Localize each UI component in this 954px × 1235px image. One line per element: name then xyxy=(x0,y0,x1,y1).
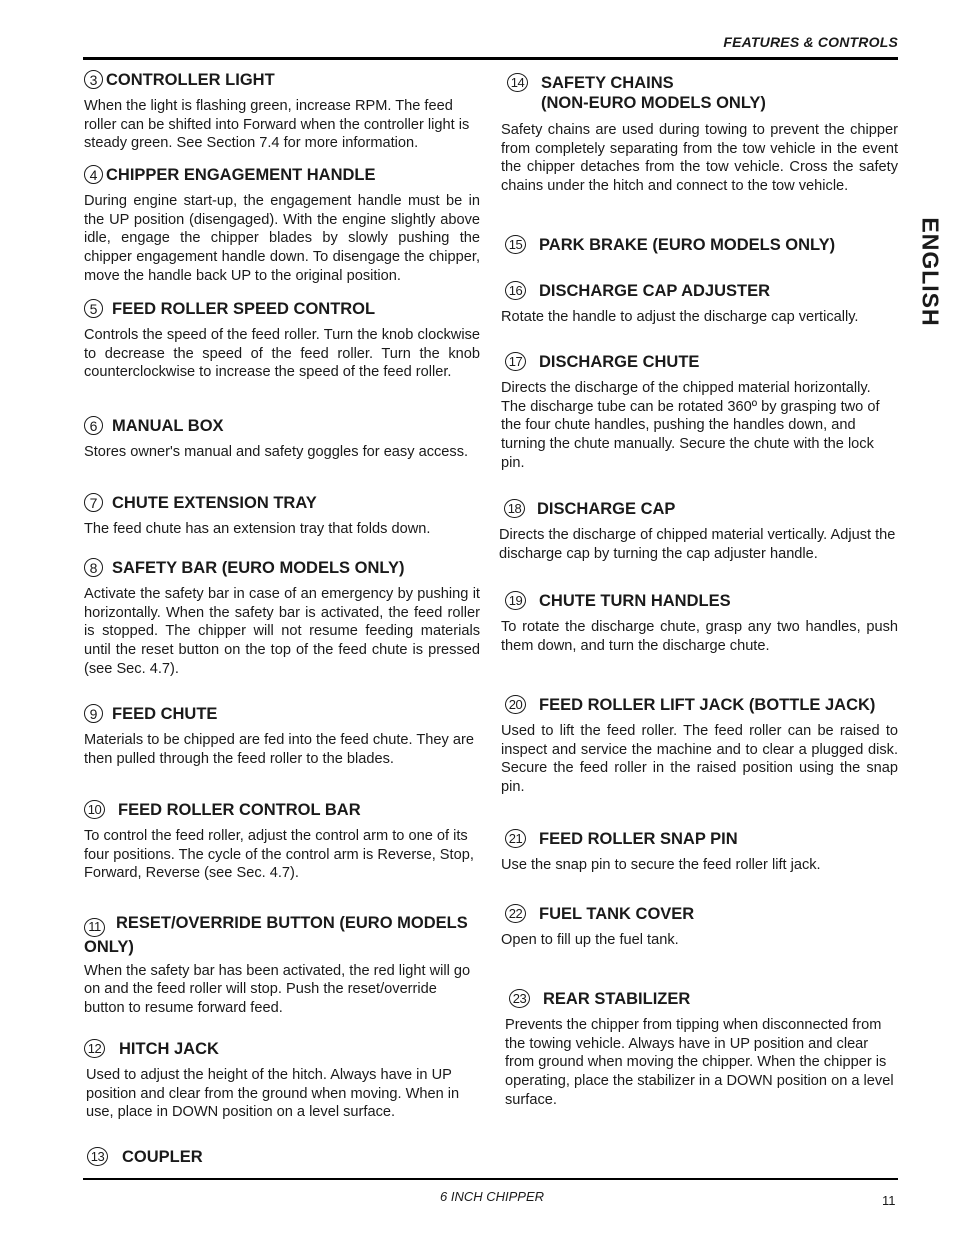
section-body: Rotate the handle to adjust the discharge cap vertically. xyxy=(501,309,859,325)
language-side-tab: ENGLISH xyxy=(917,217,944,327)
item-number-badge: 14 xyxy=(507,73,528,92)
section-title: FUEL TANK COVER xyxy=(539,905,695,923)
header-rule xyxy=(83,57,898,60)
section-controller-light xyxy=(84,70,480,153)
section-body: The feed chute has an extension tray that folds down. xyxy=(84,521,431,537)
section-heading xyxy=(84,800,480,820)
section-title: FEED ROLLER LIFT JACK (BOTTLE JACK) xyxy=(539,696,876,714)
section-chipper-engagement-handle xyxy=(84,165,480,286)
section-fuel-tank-cover xyxy=(501,904,898,950)
item-number-badge: 23 xyxy=(509,989,530,1008)
section-body: When the safety bar has been activated, the red light will go on and the feed roller will stop. Push the reset/override button to resume forward feed. xyxy=(84,962,471,1016)
section-heading xyxy=(84,299,480,319)
section-title: FEED ROLLER CONTROL BAR xyxy=(118,801,361,819)
section-heading xyxy=(84,416,480,436)
section-body: Prevents the chipper from tipping when disconnected from the towing vehicle. Always have in UP position and clear from ground when moving the chipper. When the chipper is operating, place the stabilizer in a DOWN position on a level surface. xyxy=(505,1017,894,1108)
section-body: Directs the discharge of chipped material vertically. Adjust the discharge cap by turning the cap adjuster handle. xyxy=(499,527,896,562)
item-number-badge: 11 xyxy=(84,918,105,937)
section-title: CONTROLLER LIGHT xyxy=(106,71,275,89)
section-manual-box xyxy=(84,416,480,462)
item-number-badge: 4 xyxy=(84,165,103,184)
section-heading xyxy=(84,165,480,185)
section-title: DISCHARGE CAP ADJUSTER xyxy=(539,282,771,300)
section-heading xyxy=(501,989,898,1009)
item-number-badge: 5 xyxy=(84,299,103,318)
section-heading xyxy=(501,499,898,519)
section-body: Use the snap pin to secure the feed roller lift jack. xyxy=(501,857,821,873)
section-heading xyxy=(501,904,898,924)
section-heading xyxy=(501,73,898,113)
item-number-badge: 9 xyxy=(84,704,103,723)
section-title: CHUTE EXTENSION TRAY xyxy=(112,494,317,512)
section-body: Used to lift the feed roller. The feed roller can be raised to inspect and service the machine and to clear a plugged disk. Secure the feed roller in the raised position using the snap pin. xyxy=(501,723,898,796)
footer-title: 6 INCH CHIPPER xyxy=(439,1189,545,1204)
section-title: DISCHARGE CAP xyxy=(537,500,676,518)
section-heading xyxy=(501,829,898,849)
section-title: FEED ROLLER SNAP PIN xyxy=(539,830,738,848)
item-number-badge: 6 xyxy=(84,416,103,435)
section-heading xyxy=(84,1147,480,1167)
section-body: Open to fill up the fuel tank. xyxy=(501,932,679,948)
page-number: 11 xyxy=(882,1193,896,1208)
section-discharge-cap-adjuster xyxy=(501,281,898,327)
section-body: Materials to be chipped are fed into the feed chute. They are then pulled through the feed roller to the blades. xyxy=(84,732,474,767)
section-title: FEED CHUTE xyxy=(112,705,218,723)
section-heading xyxy=(501,695,898,715)
section-title: DISCHARGE CHUTE xyxy=(539,353,700,371)
section-title: SAFETY BAR (EURO MODELS ONLY) xyxy=(112,559,405,577)
section-coupler xyxy=(84,1147,480,1167)
section-title: RESET/OVERRIDE BUTTON (EURO MODELS ONLY) xyxy=(84,914,468,956)
item-number-badge: 7 xyxy=(84,493,103,512)
item-number-badge: 12 xyxy=(84,1039,105,1058)
section-rear-stabilizer xyxy=(501,989,898,1110)
section-body: Safety chains are used during towing to prevent the chipper from completely separating from the tow vehicle in the event the chipper detaches from the tow vehicle. Cross the safety chains under the hitch and connect to the tow vehicle. xyxy=(501,122,898,195)
section-heading xyxy=(501,281,898,301)
section-title: MANUAL BOX xyxy=(112,417,224,435)
section-body: Controls the speed of the feed roller. Turn the knob clockwise to decrease the speed of the feed roller. Turn the knob counterclockwise to increase the speed of the feed roller. xyxy=(84,327,480,381)
section-title: CHIPPER ENGAGEMENT HANDLE xyxy=(106,166,376,184)
section-body: Activate the safety bar in case of an emergency by pushing it horizontally. When the safety bar is activated, the feed roller is stopped. The chipper will not resume feeding materials until the reset button on the top of the feed chute is pressed (see Sec. 4.7). xyxy=(84,586,480,677)
header-title: FEATURES & CONTROLS xyxy=(723,34,898,50)
section-body: To control the feed roller, adjust the control arm to one of its four positions. The cycle of the control arm is Reverse, Stop, Forward, Reverse (see Sec. 4.7). xyxy=(84,828,474,882)
section-body: Directs the discharge of the chipped material horizontally. The discharge tube can be rotated 360º by grasping two of the four chute handles, pushing the handles down, and turning the chute manually. Secure the chute with the lock pin. xyxy=(501,380,880,471)
section-feed-roller-speed-control xyxy=(84,299,480,382)
item-number-badge: 17 xyxy=(505,352,526,371)
section-feed-roller-control-bar xyxy=(84,800,480,883)
section-chute-extension-tray xyxy=(84,493,480,539)
section-title xyxy=(541,73,898,113)
item-number-badge: 16 xyxy=(505,281,526,300)
section-reset-override-button xyxy=(84,913,480,1018)
section-heading xyxy=(84,558,480,578)
section-discharge-chute xyxy=(501,352,898,473)
item-number-badge: 3 xyxy=(84,70,103,89)
item-number-badge: 18 xyxy=(504,499,525,518)
section-feed-chute xyxy=(84,704,480,768)
section-safety-chains xyxy=(501,73,898,196)
item-number-badge: 21 xyxy=(505,829,526,848)
section-heading xyxy=(501,591,898,611)
item-number-badge: 20 xyxy=(505,695,526,714)
section-body: During engine start-up, the engagement handle must be in the UP position (disengaged). With the engine slightly above idle, engage the chipper blades by slowly pushing the chipper engagement handle down. To disengage the chipper, move the handle back UP to the original position. xyxy=(84,193,480,284)
section-body: To rotate the discharge chute, grasp any two handles, push them down, and turn the discharge chute. xyxy=(501,619,898,654)
item-number-badge: 10 xyxy=(84,800,105,819)
section-heading xyxy=(501,352,898,372)
item-number-badge: 19 xyxy=(505,591,526,610)
section-title-line-2: (NON-EURO MODELS ONLY) xyxy=(541,94,766,112)
section-heading xyxy=(84,913,480,957)
section-park-brake xyxy=(501,235,898,255)
section-body: Stores owner's manual and safety goggles for easy access. xyxy=(84,444,469,460)
section-heading xyxy=(84,1039,480,1059)
item-number-badge: 15 xyxy=(505,235,526,254)
section-heading xyxy=(84,704,480,724)
section-title: COUPLER xyxy=(122,1148,203,1166)
section-body: When the light is flashing green, increase RPM. The feed roller can be shifted into Forward when the controller light is steady green. See Section 7.4 for more information. xyxy=(84,98,470,152)
section-discharge-cap xyxy=(501,499,898,563)
section-heading xyxy=(84,493,480,513)
section-title: CHUTE TURN HANDLES xyxy=(539,592,731,610)
section-heading xyxy=(501,235,898,255)
section-feed-roller-lift-jack xyxy=(501,695,898,797)
section-chute-turn-handles xyxy=(501,591,898,655)
section-body: Used to adjust the height of the hitch. Always have in UP position and clear from the ground when moving. When in use, place in DOWN position on a level surface. xyxy=(86,1067,460,1121)
section-feed-roller-snap-pin xyxy=(501,829,898,875)
footer-rule xyxy=(83,1178,898,1180)
section-title: PARK BRAKE (EURO MODELS ONLY) xyxy=(539,236,836,254)
section-title: HITCH JACK xyxy=(119,1040,219,1058)
section-heading xyxy=(84,70,480,90)
item-number-badge: 22 xyxy=(505,904,526,923)
section-safety-bar xyxy=(84,558,480,679)
section-title: FEED ROLLER SPEED CONTROL xyxy=(112,300,376,318)
item-number-badge: 13 xyxy=(87,1147,108,1166)
section-title-line-1: SAFETY CHAINS xyxy=(541,74,674,92)
item-number-badge: 8 xyxy=(84,558,103,577)
section-hitch-jack xyxy=(84,1039,480,1122)
section-title: REAR STABILIZER xyxy=(543,990,691,1008)
